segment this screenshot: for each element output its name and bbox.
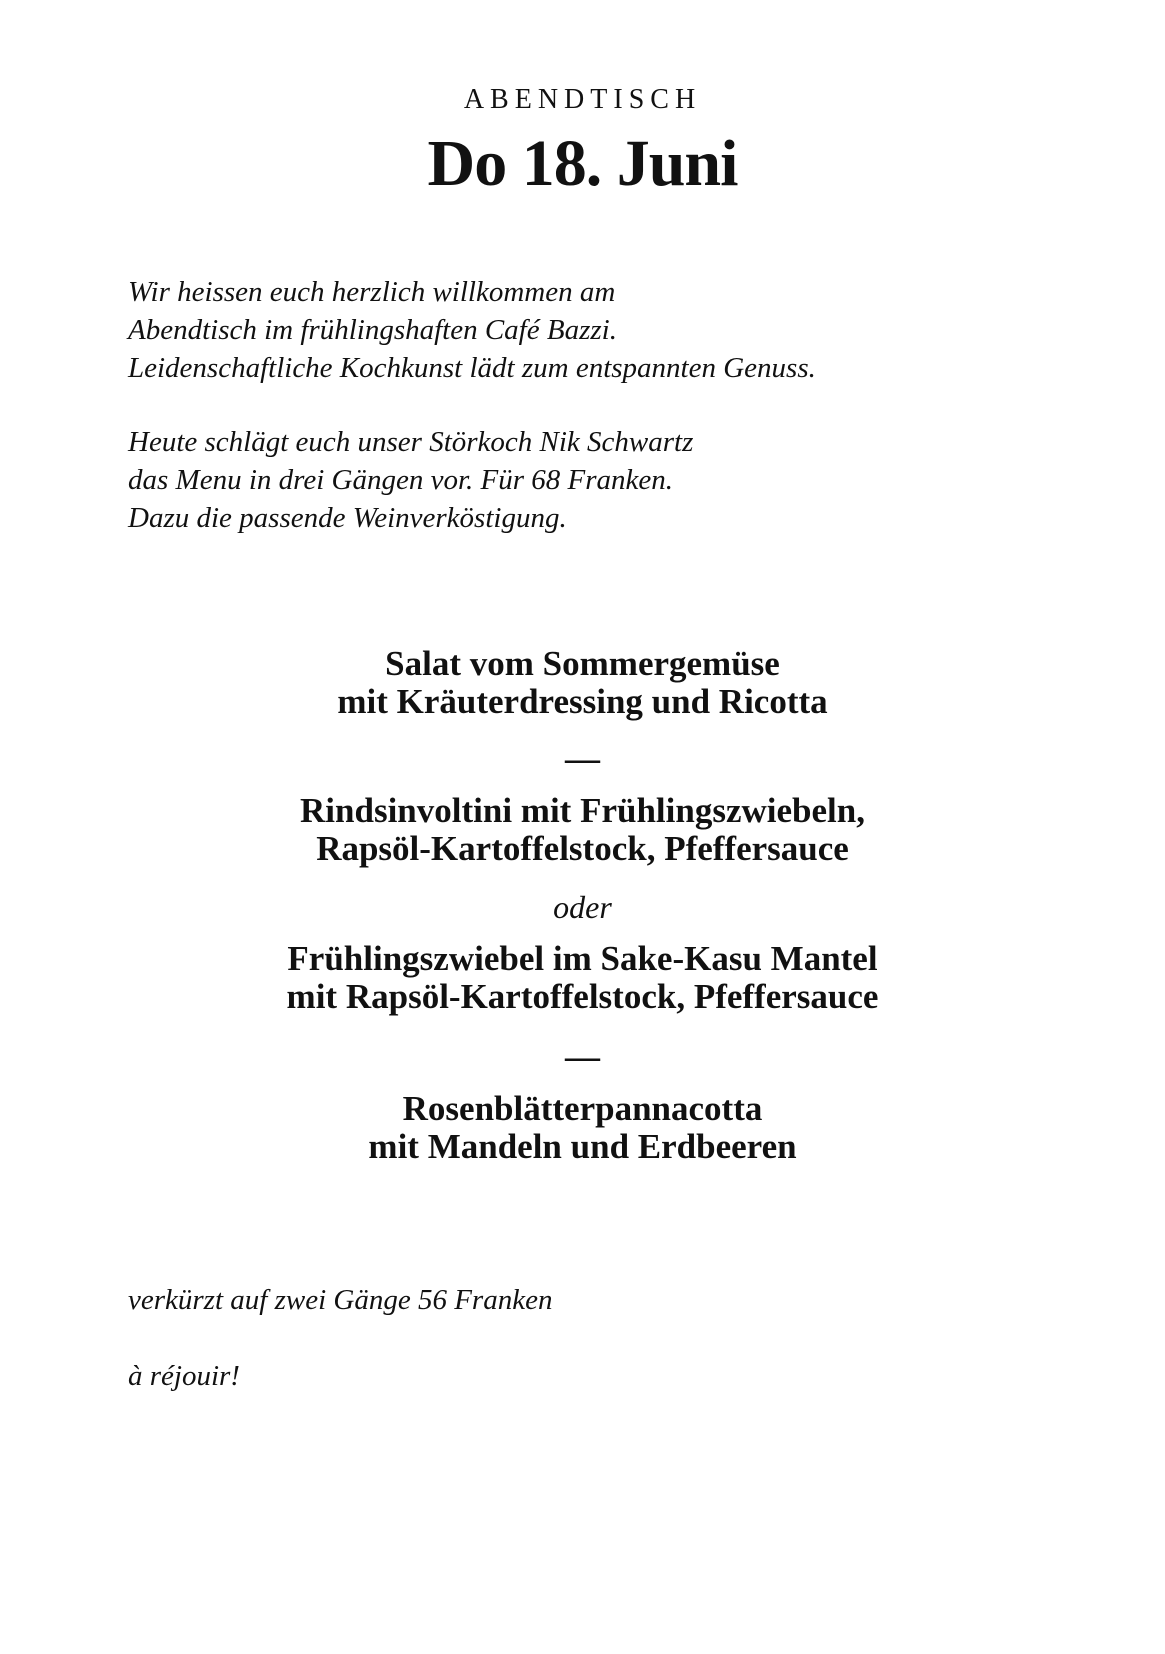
menu-course-dessert: [0, 1090, 1165, 1166]
short-menu-price: verkürzt auf zwei Gänge 56 Franken: [128, 1284, 553, 1316]
menu-line: Salat vom Sommergemüse: [385, 644, 780, 683]
menu-line: Rosenblätterpannacotta: [402, 1089, 763, 1128]
menu-line: Rapsöl-Kartoffelstock, Pfeffersauce: [316, 829, 849, 868]
course-separator: —: [565, 1037, 600, 1076]
intro-line: Leidenschaftliche Kochkunst lädt zum entspannten Genuss.: [128, 352, 816, 384]
intro-line: Dazu die passende Weinverköstigung.: [128, 502, 567, 534]
course-separator: —: [565, 739, 600, 778]
menu-line: mit Mandeln und Erdbeeren: [368, 1127, 797, 1166]
page-title-date: Do 18. Juni: [427, 127, 738, 200]
section-kicker: ABENDTISCH: [463, 84, 702, 115]
menu-course-main-option-1: [0, 792, 1165, 868]
intro-line: Heute schlägt euch unser Störkoch Nik Schwartz: [128, 426, 694, 458]
intro-paragraph-2: [128, 423, 1028, 537]
intro-line: Abendtisch im frühlingshaften Café Bazzi.: [128, 314, 617, 346]
menu-course-starter: [0, 645, 1165, 721]
intro-line: das Menu in drei Gängen vor. Für 68 Franken.: [128, 464, 674, 496]
or-label: oder: [553, 889, 612, 925]
menu-line: mit Rapsöl-Kartoffelstock, Pfeffersauce: [286, 977, 879, 1016]
intro-paragraph-1: [128, 273, 1028, 387]
signoff: à réjouir!: [128, 1360, 240, 1392]
menu-line: Frühlingszwiebel im Sake-Kasu Mantel: [287, 939, 878, 978]
menu-line: Rindsinvoltini mit Frühlingszwiebeln,: [300, 791, 865, 830]
menu-line: mit Kräuterdressing und Ricotta: [337, 682, 828, 721]
menu-course-main-option-2: [0, 940, 1165, 1016]
intro-line: Wir heissen euch herzlich willkommen am: [128, 276, 616, 308]
